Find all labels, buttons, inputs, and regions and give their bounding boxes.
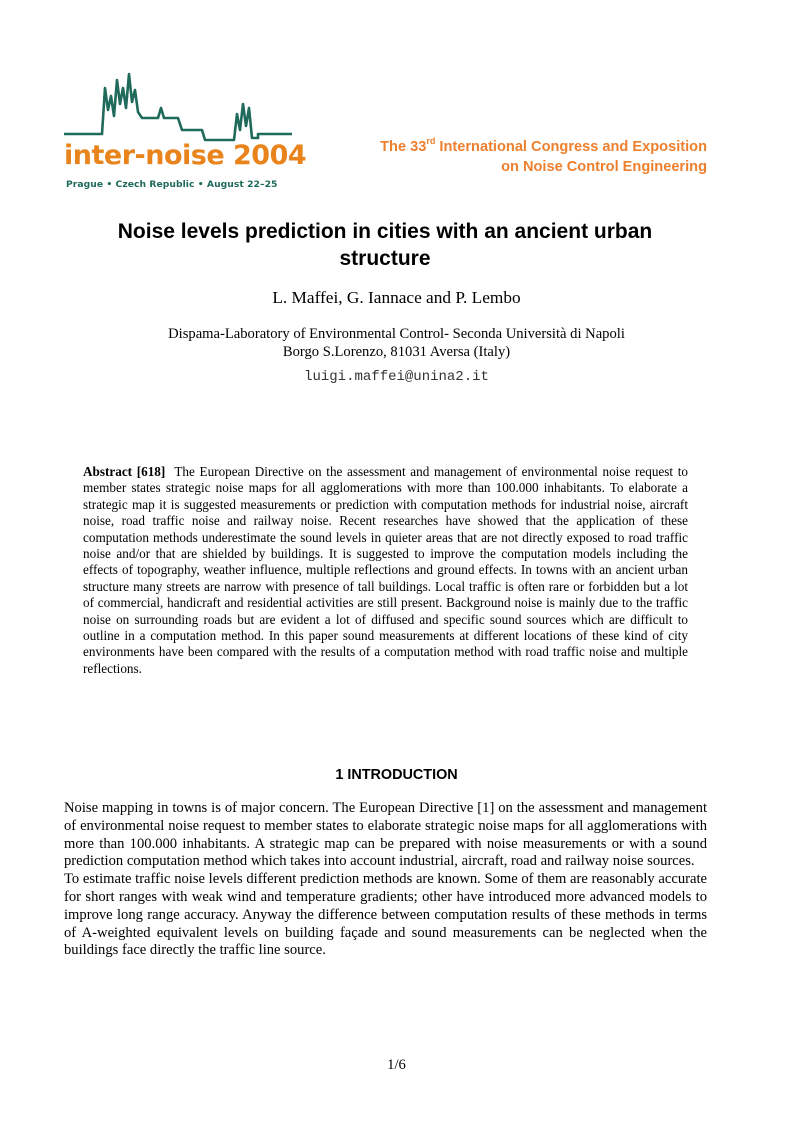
paper-title: Noise levels prediction in cities with an ancient urban structure (117, 220, 653, 270)
abstract-label: Abstract [618] (83, 464, 166, 479)
paragraph-2: To estimate traffic noise levels different prediction methods are known. Some of them are reasonably accurate for short ranges with weak wind and temperature gradients; other have introduced more advanced models to improve long range accuracy. Anyway the difference between computation results of these methods in terms of A-weighted equivalent levels on building façade and sound measurements can be neglected when the buildings face directly the traffic line source. (64, 871, 707, 959)
abstract (83, 464, 688, 677)
section-heading: 1 INTRODUCTION (335, 767, 458, 783)
affiliation-line-2: Borgo S.Lorenzo, 81031 Aversa (Italy) (282, 344, 511, 360)
logo-subtitle: Prague • Czech Republic • August 22–25 (66, 179, 278, 190)
conference-line-1: The 33rd International Congress and Exposition (380, 136, 707, 155)
affiliation-line-1: Dispama-Laboratory of Environmental Control- Seconda Università di Napoli (168, 326, 625, 342)
logo-wordmark: inter-noise 2004 (64, 140, 307, 171)
paper-affiliation (0, 325, 793, 361)
conference-logo (62, 68, 307, 192)
conference-name (380, 137, 707, 177)
section-body (64, 800, 707, 960)
noise-waveform-skyline-icon (62, 68, 294, 148)
conference-line-2: on Noise Control Engineering (501, 159, 707, 175)
ordinal-suffix: rd (426, 136, 436, 146)
page-number: 1/6 (387, 1057, 406, 1073)
paper-authors: L. Maffei, G. Iannace and P. Lembo (272, 288, 521, 307)
paragraph-1: Noise mapping in towns is of major concern. The European Directive [1] on the assessment and management of environmental noise request to member states to elaborate strategic noise maps for all agglomerations with more than 100.000 inhabitants. A strategic map can be prepared with noise measurements or with a sound prediction computation method which takes into account industrial, aircraft, road and railway noise sources. (64, 800, 707, 870)
author-email: luigi.maffei@unina2.it (304, 369, 489, 385)
abstract-text: The European Directive on the assessment and management of environmental noise request to member states strategic noise maps for all agglomerations with more than 100.000 inhabitants. To elaborate a strategic map it is suggested measurements or prediction with computation methods for industrial noise, aircraft noise, road traffic noise and railway noise. Recent researches have showed that the application of these computation methods underestimate the sound levels in quieter areas that are not directly exposed to road traffic noise and/or that are shielded by buildings. It is suggested to improve the computation models including the effects of topography, weather influence, multiple reflections and ground effects. In towns with an ancient urban structure many streets are narrow with presence of tall buildings. Local traffic is often rare or forbidden but a lot of commercial, handicraft and residential activities are still present. Background noise is mainly due to the traffic noise on surrounding roads but are evident a lot of diffused and specific sound sources which are difficult to outline in a computation method. In this paper sound measurements at different locations of these kind of city environments have been compared with the results of a computation method with road traffic noise and multiple reflections. (83, 464, 688, 676)
